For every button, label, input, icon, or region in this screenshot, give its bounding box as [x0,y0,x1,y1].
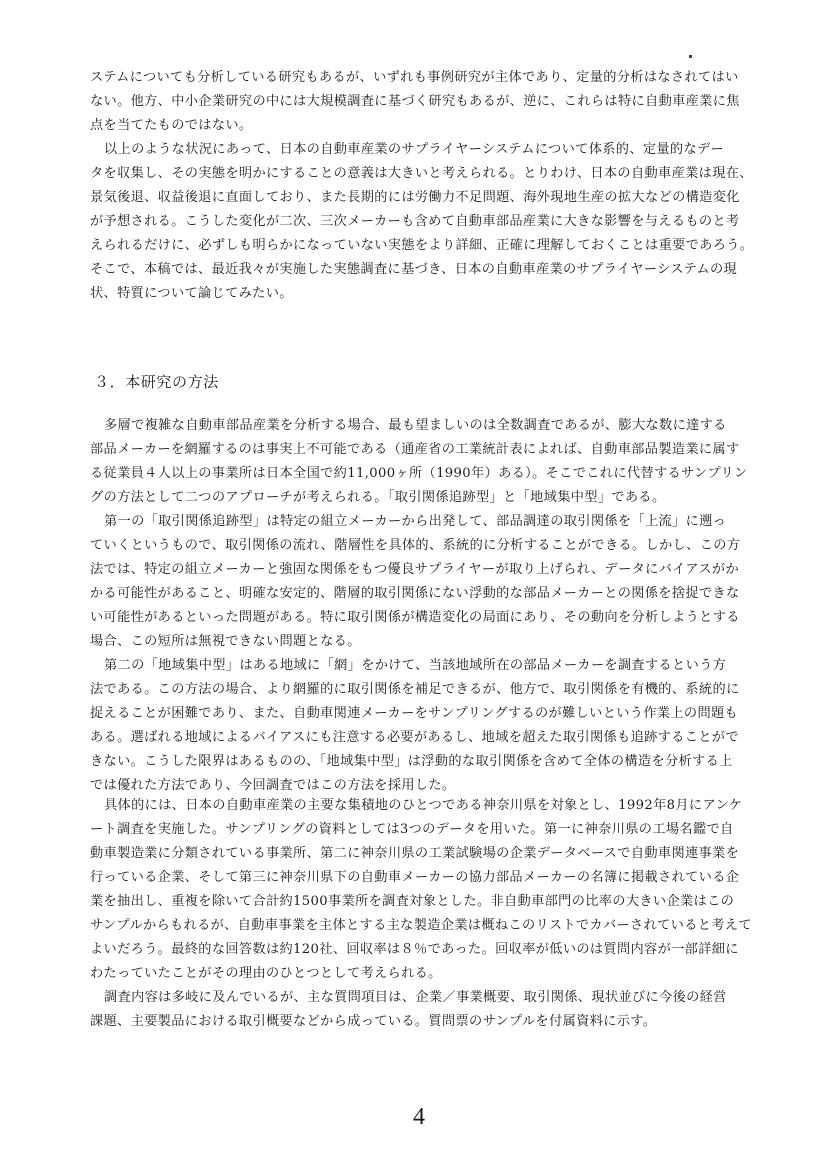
text-line: 調査内容は多岐に及んでいるが、主な質問項目は、企業／事業概要、取引関係、現状並びに今後の経営 [104,990,727,1005]
text-line: 捉えることが困難であり、また、自動車関連メーカーをサンプリングするのが難しいという作業上の問題も [90,706,739,721]
text-line: ート調査を実施した。サンプリングの資料としては3つのデータを用いた。第一に神奈川県の工場名鑑で自 [90,822,734,837]
text-line: わたっていたことがその理由のひとつとして考えられる。 [90,966,442,981]
intro-paragraphs [90,66,754,306]
text-line: そこで、本稿では、最近我々が実施した実態調査に基づき、日本の自動車産業のサプライヤーシステムの現 [90,262,738,277]
text-line: 具体的には、日本の自動車産業の主要な集積地のひとつである神奈川県を対象とし、1992年8月にアンケ [104,798,743,813]
text-line: 第二の「地域集中型」はある地域に「網」をかけて、当該地域所在の部品メーカーを調査するという方 [104,658,727,673]
text-line: 多層で複雑な自動車部品産業を分析する場合、最も望ましいのは全数調査であるが、膨大な数に達する [104,418,727,433]
text-line: る従業員４人以上の事業所は日本全国で約11,000ヶ所（1990年）ある）。そこでこれに代替するサンプリン [90,466,748,481]
text-line: 行っている企業、そして第三に神奈川県下の自動車メーカーの協力部品メーカーの名簿に掲載されている企 [90,870,740,885]
text-line: サンプルからもれるが、自動車事業を主体とする主な製造企業は概ねこのリストでカバーされていると考えて [90,918,752,933]
text-line: 動車製造業に分類されている事業所、第二に神奈川県の工業試験場の企業データベースで自動車関連事業を [90,846,740,861]
text-line: グの方法として二つのアプローチが考えられる。「取引関係追跡型」と「地域集中型」である。 [90,490,666,505]
text-line: ない。他方、中小企業研究の中には大規模調査に基づく研究もあるが、逆に、これらは特に自動車産業に焦 [90,94,740,109]
text-line: 第一の「取引関係追跡型」は特定の組立メーカーから出発して、部品調達の取引関係を「上流」に遡っ [104,514,727,529]
text-line: 以上のような状況にあって、日本の自動車産業のサプライヤーシステムについて体系的、定量的なデー [104,142,725,157]
text-line: ステムについても分析している研究もあるが、いずれも事例研究が主体であり、定量的分析はなされてはい [90,70,739,85]
text-line: 点を当てたものではない。 [90,118,253,133]
text-line: 法である。この方法の場合、より網羅的に取引関係を補足できるが、他方で、取引関係を有機的、系統的に [90,682,740,697]
text-line: タを収集し、その実態を明かにすることの意義は大きいと考えられる。とりわけ、日本の自動車産業は現在、 [90,166,753,181]
text-line: ていくというもので、取引関係の流れ、階層性を具体的、系統的に分析することができる。しかし、この方 [90,538,741,553]
text-line: きない。こうした限界はあるものの、「地域集中型」は浮動的な取引関係を含めて全体の構造を分析する上 [90,754,733,769]
text-line: よいだろう。最終的な回答数は約120社、回収率は８％であった。回収率が低いのは質問内容が一部詳細に [90,942,739,957]
text-line: い可能性があるといった問題がある。特に取引関係が構造変化の局面にあり、その動向を分析しようとする [90,610,740,625]
text-line: 状、特質について論じてみたい。 [90,286,293,301]
text-line: かる可能性があること、明確な安定的、階層的取引関係にない浮動的な部品メーカーとの関係を捨捉できな [90,586,740,601]
text-line: 業を抽出し、重複を除いて合計約1500事業所を調査対象とした。非自動車部門の比率の大きい企業はこの [90,894,735,909]
text-line: ある。選ばれる地域によるバイアスにも注意する必要があるし、地域を超えた取引関係も追跡することがで [90,730,739,745]
section-heading: ３．本研究の方法 [94,373,219,391]
text-line: 景気後退、収益後退に直面しており、また長期的には労働力不足問題、海外現地生産の拡大などの構造変化 [90,190,740,205]
specific-paragraphs [90,794,750,1034]
text-line: 場合、この短所は無視できない問題となる。 [90,634,361,649]
text-line: えられるだけに、必ずしも明らかになっていない実態をより詳細、正確に理解しておくことは重要であろう。 [90,238,754,253]
page-number: 4 [413,1104,425,1130]
text-line: では優れた方法であり、今回調査ではこの方法を採用した。 [90,778,456,793]
text-line: 部品メーカーを網羅するのは事実上不可能である（通産省の工業統計表によれば、自動車部品製造業に属す [90,442,740,457]
text-line: が予想される。こうした変化が二次、三次メーカーも含めて自動車部品産業に大きな影響を与えるものと考 [90,214,740,229]
text-line: 課題、主要製品における取引概要などから成っている。質問票のサンプルを付属資料に示す。 [90,1014,657,1029]
text-line: 法では、特定の組立メーカーと強固な関係をもつ優良サプライヤーが取り上げられ、データにバイアスがか [90,562,740,577]
method-paragraphs [90,414,750,798]
scan-speck [689,55,692,58]
